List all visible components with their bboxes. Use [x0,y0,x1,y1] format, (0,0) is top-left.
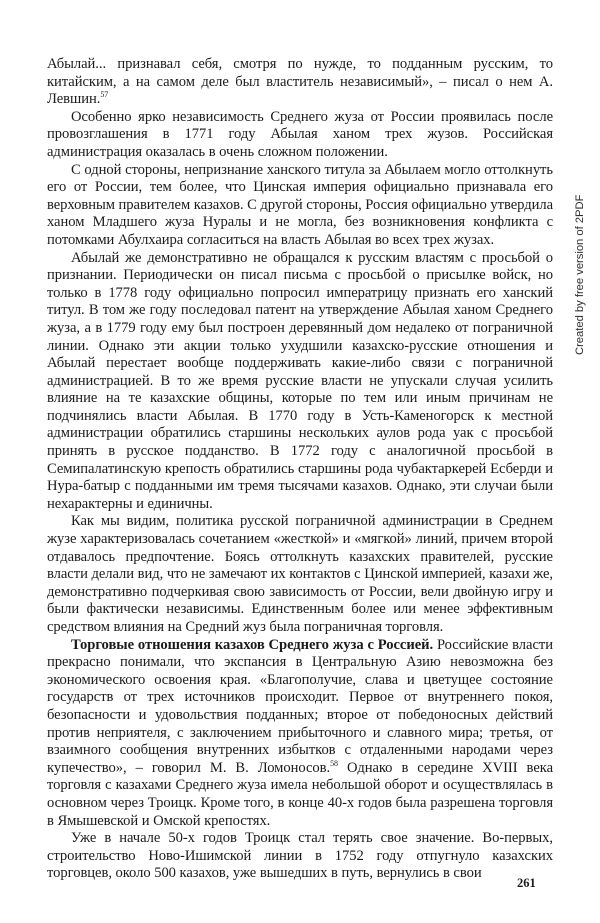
paragraph-3: С одной стороны, непризнание ханского титула за Абылаем могло оттолкнуть его от России, тем более, что Цинская империя официально признавала его верховным правителем казахов. С другой стороны, Россия официально утвердила ханом Младшего жуза Нуралы и не могла, без возникновения конфликта с потомками Абулхаира согласиться на власть Абылая во всех трех жузах. [47,161,553,248]
section-heading: Торговые отношения казахов Среднего жуза с Россией. [71,636,434,653]
paragraph-6 [47,637,553,831]
footnote-ref-57: 57 [100,90,109,100]
paragraph-7: Уже в начале 50-х годов Троицк стал терять свое значение. Во-первых, строительство Ново-Ишимской линии в 1752 году отпугнуло казахских торговцев, около 500 казахов, уже вышедших в путь, вернулись в свои [47,830,553,882]
watermark-text: Created by free version of 2PDF [574,194,586,355]
paragraph-1-text: Абылай... признавал себя, смотря по нужде, то подданным русским, то китайским, а на самом деле был властитель независимый», – писал о нем А. Левшин. [47,56,553,108]
paragraph-6-text-b: Однако в середине XVIII века торговля с казахами Среднего жуза имела небольшой оборот и осуществлялась в основном через Троицк. Кроме того, в конце 40-х годов была разрешена торговля в Ямышевской и Омской крепостях. [47,759,553,829]
footnote-ref-58: 58 [330,758,339,768]
page-body [47,56,553,883]
paragraph-1 [47,56,553,109]
paragraph-2: Особенно ярко независимость Среднего жуза от России проявилась после провозглашения в 1771 году Абылая ханом трех жузов. Российская администрация оказалась в очень сложном положении. [47,108,553,160]
paragraph-5: Как мы видим, политика русской пограничной администрации в Среднем жузе характеризовалась сочетанием «жесткой» и «мягкой» линий, причем второй отдавалось предпочтение. Боясь оттолкнуть казахских правителей, русские власти делали вид, что не замечают их контактов с Цинской империей, казахи же, демонстративно подчеркивая свою зависимость от России, вели двойную игру и были фактически независимы. Единственным более или менее эффективным средством влияния на Средний жуз была пограничная торговля. [47,513,553,635]
paragraph-4: Абылай же демонстративно не обращался к русским властям с просьбой о признании. Периодически он писал письма с просьбой о присылке войск, но только в 1778 году официально попросил императрицу признать его ханский титул. В том же году последовал патент на утверждение Абылая ханом Среднего жуза, а в 1779 году ему был построен деревянный дом недалеко от пограничной линии. Однако эти акции только ухудшили казахско-русские отношения и Абылай перестает вообще поддерживать какие-либо связи с пограничной администрацией. В то же время русские власти не упускали случая усилить влияние на те казахские общины, которые по тем или иным причинам не подчинялись власти Абылая. В 1770 году в Усть-Каменогорск к местной администрации обратились старшины нескольких аулов рода уак с просьбой принять в русское подданство. В 1772 году с аналогичной просьбой в Семипалатинскую крепость обратились старшины рода чубактаркерей Есберди и Нура-батыр с подданными им тремя тысячами казахов. Однако, эти случаи были нехарактерны и единичны. [47,249,553,512]
page-number: 261 [517,876,536,890]
paragraph-6-text-a: Российские власти прекрасно понимали, что экспансия в Центральную Азию невозможна без экономического освоения края. «Благополучие, слава и цветущее состояние государств от трех источников происходит. Первое от внутреннего покоя, безопасности и удовольствия подданных; второе от победоносных действий против неприятеля, с заключением прибыточного и славного мира; третья, от взаимного сообщения внутренних избытков с отдаленными народами через купечество», – говорил М. В. Ломоносов. [47,636,553,776]
